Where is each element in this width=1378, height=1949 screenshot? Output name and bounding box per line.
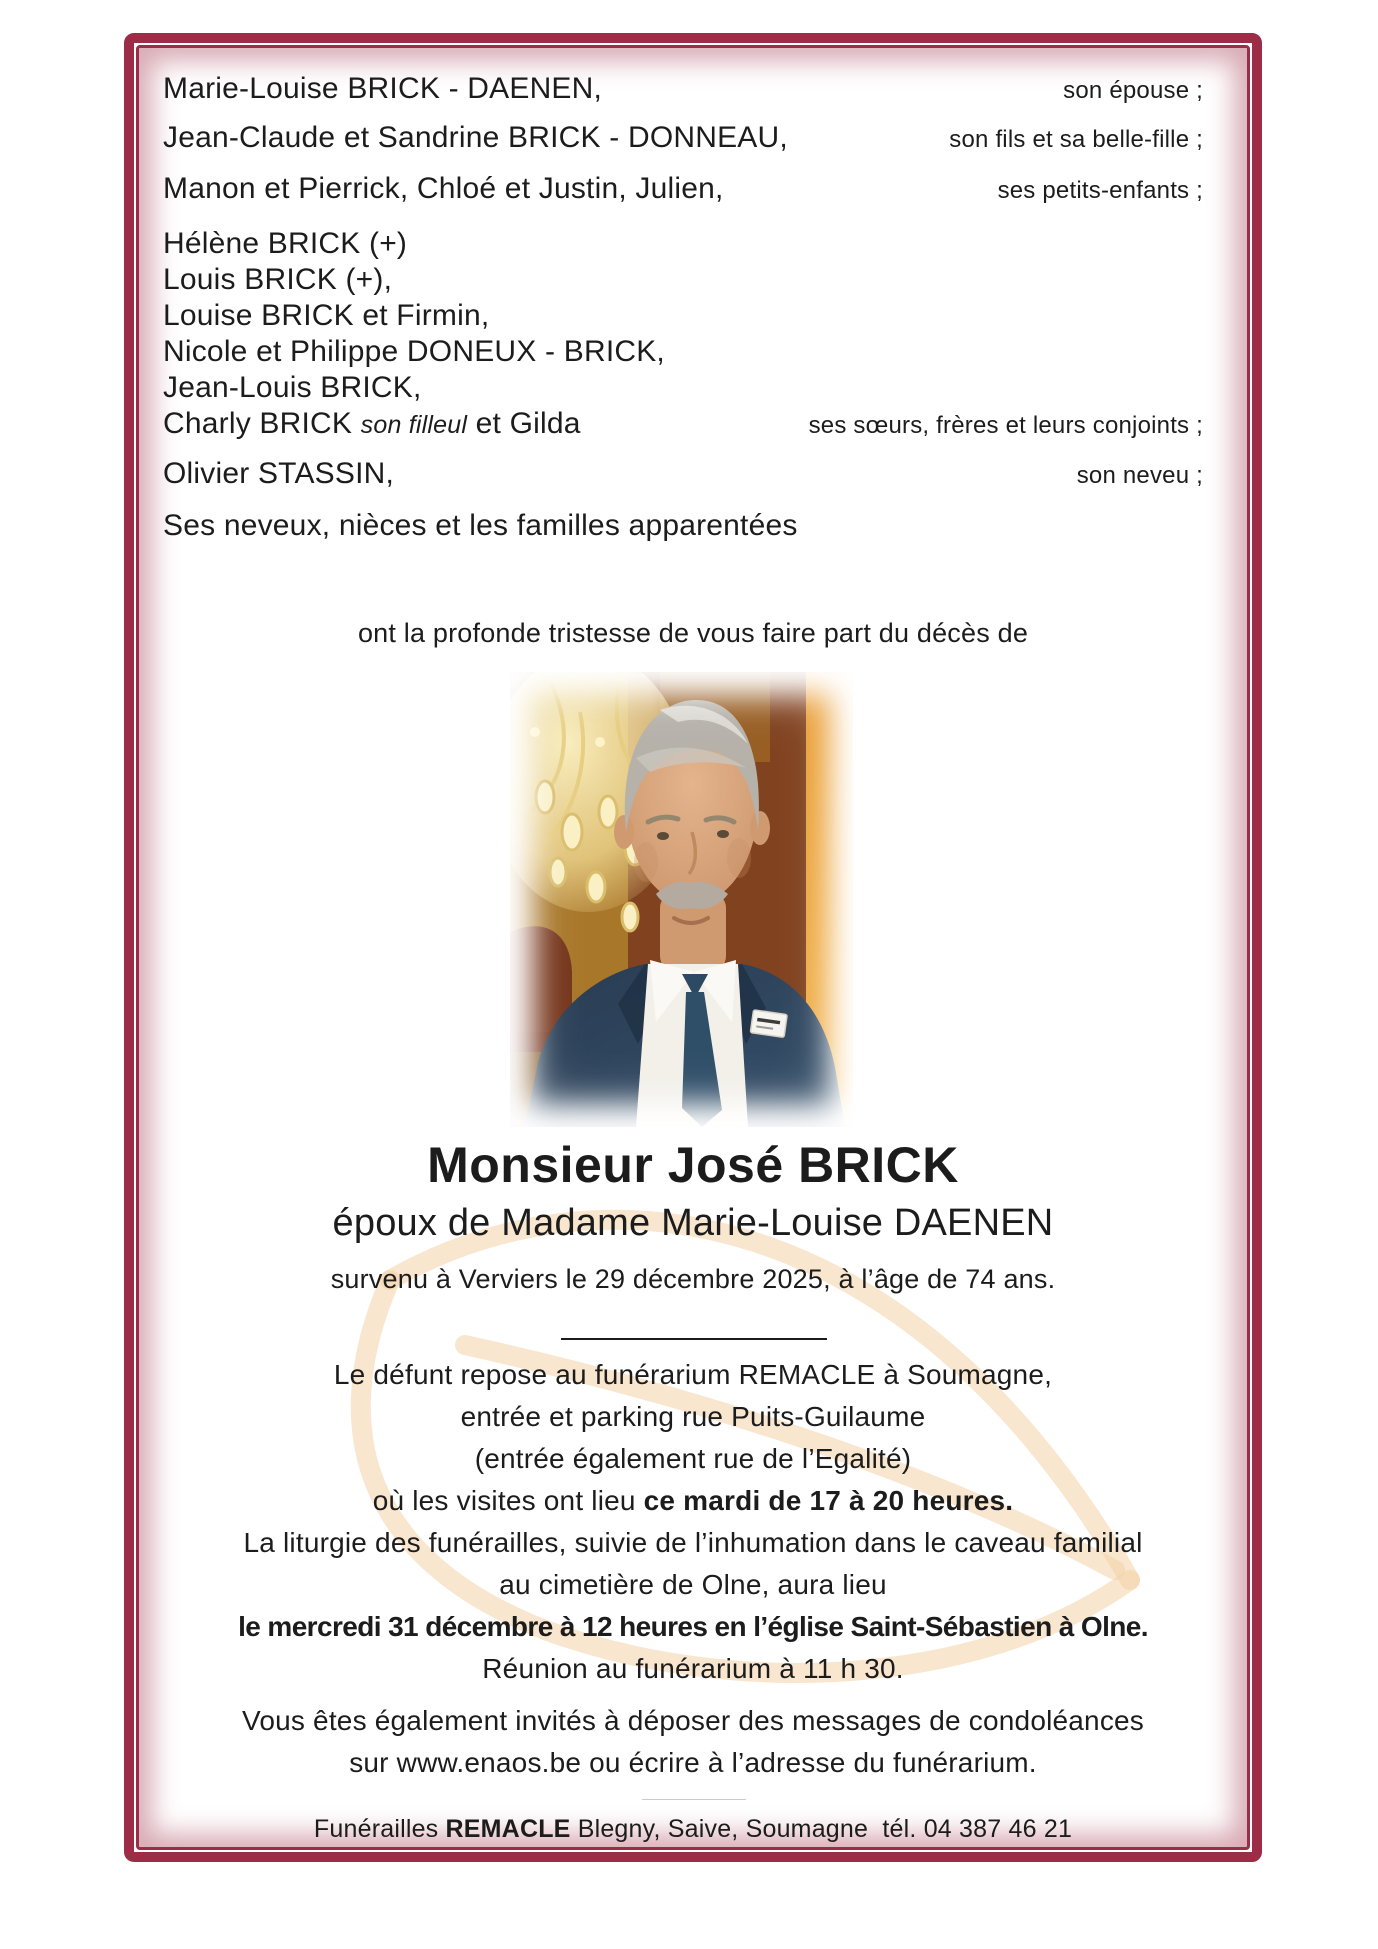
relation-label: son fils et sa belle-fille ; [949, 126, 1203, 153]
funeral-line-1: La liturgie des funérailles, suivie de l’inhumation dans le caveau familial [243, 1527, 1143, 1558]
wake-line-3: (entrée également rue de l’Egalité) [474, 1443, 912, 1474]
funeral-line-4: Réunion au funérarium à 11 h 30. [482, 1653, 904, 1684]
siblings-block [163, 226, 665, 406]
relative-row [163, 71, 1203, 107]
funeral-line-3: le mercredi 31 décembre à 12 heures en l’église Saint-Sébastien à Olne. [238, 1611, 1148, 1642]
cheek-shade [634, 842, 658, 882]
relation-label: ses petits-enfants ; [997, 177, 1203, 204]
families-line: Ses neveux, nièces et les familles apparentées [163, 509, 798, 542]
announcement-line: ont la profonde tristesse de vous faire part du décès de [357, 618, 1029, 648]
portrait-photo [510, 672, 853, 1127]
right-eye [717, 830, 729, 838]
cheek-shade [727, 838, 751, 878]
relation-label: ses sœurs, frères et leurs conjoints ; [808, 412, 1203, 439]
wake-line-4 [124, 1484, 1262, 1518]
wake-visits-time: ce mardi de 17 à 20 heures. [643, 1485, 1014, 1516]
relative-name: Jean-Claude et Sandrine BRICK - DONNEAU, [163, 121, 788, 154]
families-line-row [163, 508, 1203, 544]
left-ear [614, 815, 634, 849]
condolence-line-1: Vous êtes également invités à déposer des messages de condoléances [242, 1705, 1144, 1736]
relative-name [163, 406, 581, 443]
godson-name-post: et Gilda [467, 407, 581, 440]
condolence-line-2: sur www.enaos.be ou écrire à l’adresse du funérarium. [349, 1747, 1037, 1778]
sibling-line: Louise BRICK et Firmin, [163, 299, 490, 332]
funeral-home-name: REMACLE [445, 1815, 571, 1843]
footer-prefix: Funérailles [313, 1815, 446, 1843]
portrait-illustration [510, 672, 853, 1127]
death-line: survenu à Verviers le 29 décembre 2025, à l’âge de 74 ans. [330, 1264, 1056, 1294]
relation-label: son épouse ; [1063, 77, 1203, 104]
godson-name-pre: Charly BRICK [163, 407, 361, 440]
section-divider [561, 1338, 827, 1340]
relative-row [163, 171, 1203, 207]
wake-line-1: Le défunt repose au funérarium REMACLE à Soumagne, [333, 1359, 1053, 1390]
name-badge [750, 1010, 787, 1038]
sibling-line: Nicole et Philippe DONEUX - BRICK, [163, 335, 665, 368]
relative-row [163, 406, 1203, 443]
relative-row [163, 456, 1203, 492]
funeral-line-2: au cimetière de Olne, aura lieu [499, 1569, 887, 1600]
spouse-line: époux de Madame Marie-Louise DAENEN [332, 1202, 1054, 1244]
sibling-line: Hélène BRICK (+) [163, 227, 408, 260]
right-ear [750, 811, 770, 845]
relation-label: son neveu ; [1076, 462, 1203, 489]
godson-note: son filleul [360, 411, 468, 439]
footer-divider [642, 1799, 746, 1800]
relative-name: Olivier STASSIN, [163, 457, 395, 490]
left-eye [657, 832, 669, 840]
footer-contact: Blegny, Saive, Soumagne tél. 04 387 46 21 [570, 1815, 1073, 1843]
relative-name: Manon et Pierrick, Chloé et Justin, Julien, [163, 172, 724, 205]
wake-line-2: entrée et parking rue Puits-Guilaume [460, 1401, 926, 1432]
footer-line [124, 1812, 1262, 1846]
wake-visits-text: où les visites ont lieu [372, 1485, 644, 1516]
relative-name: Marie-Louise BRICK - DAENEN, [163, 72, 603, 105]
relative-row [163, 120, 1203, 156]
sibling-line: Louis BRICK (+), [163, 263, 393, 296]
sibling-line: Jean-Louis BRICK, [163, 371, 422, 404]
deceased-title: Monsieur José BRICK [427, 1137, 959, 1193]
